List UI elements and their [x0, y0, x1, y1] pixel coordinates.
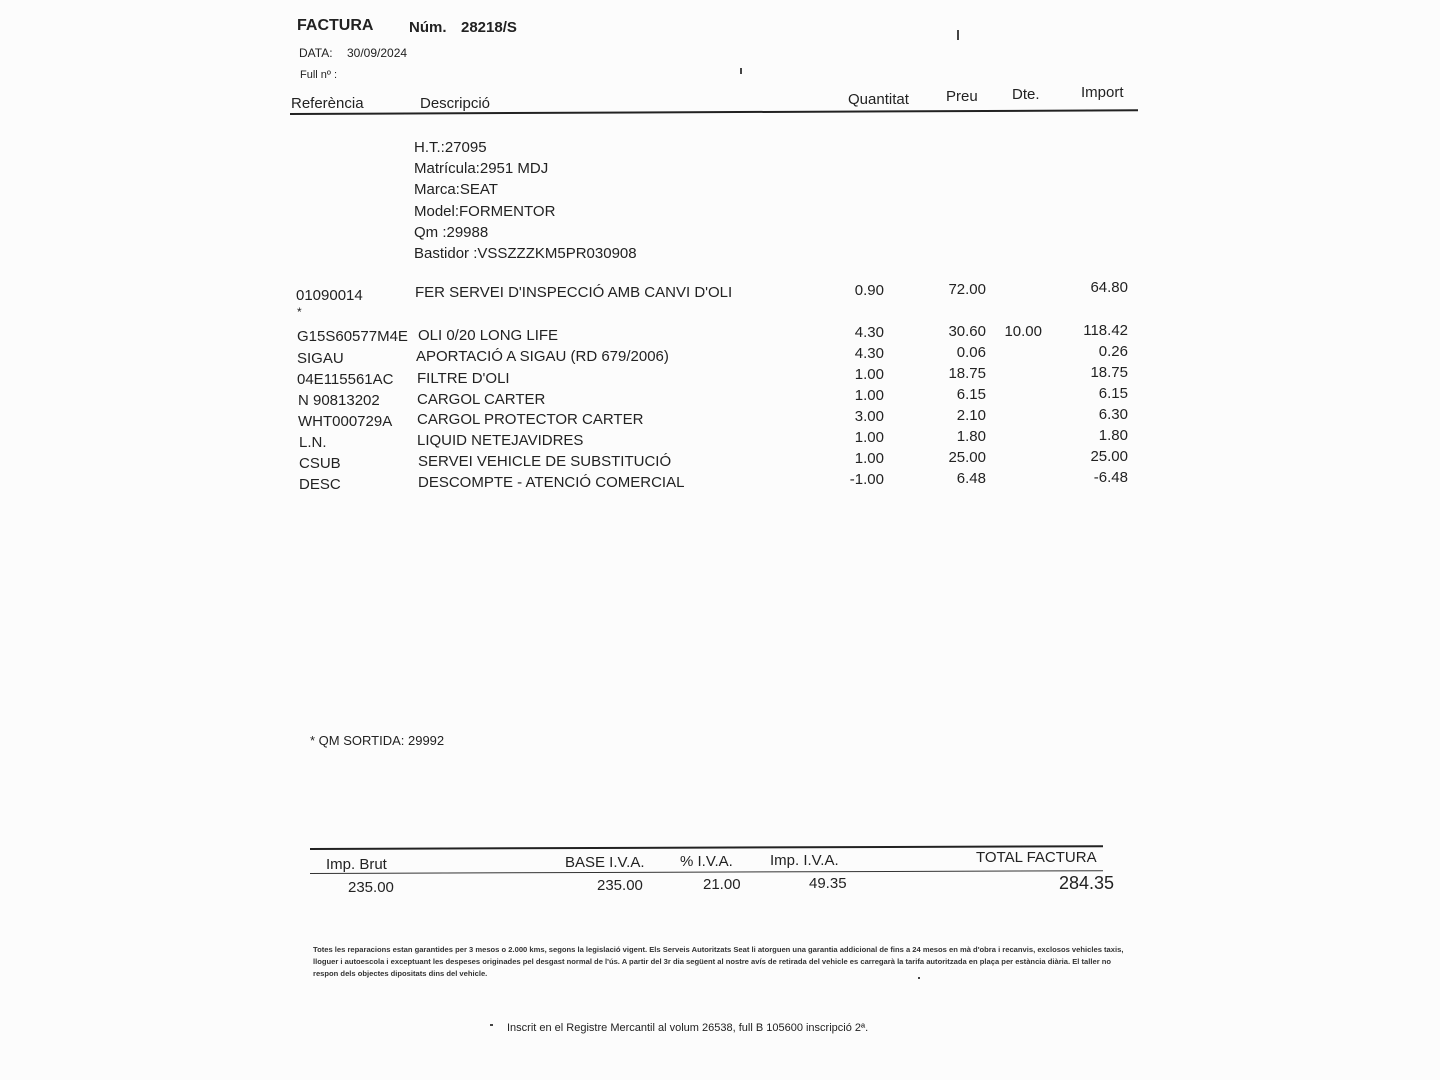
work-order-number: H.T.:27095	[414, 139, 487, 156]
item-reference: L.N.	[299, 434, 327, 451]
item-amount: 118.42	[1083, 322, 1128, 339]
item-amount: 0.26	[1098, 343, 1128, 360]
vehicle-chassis: Bastidor :VSSZZZKM5PR030908	[414, 245, 637, 263]
date-label: DATA:	[299, 46, 333, 60]
vehicle-model: Model:FORMENTOR	[414, 202, 556, 220]
header-divider	[290, 109, 1138, 115]
vehicle-info	[414, 137, 637, 264]
item-amount: 1.80	[1098, 427, 1128, 444]
item-price: 6.48	[956, 470, 986, 487]
item-reference: WHT000729A	[298, 413, 393, 430]
invoice-total: 284.35	[1059, 873, 1115, 893]
item-amount: 25.00	[1090, 448, 1128, 465]
vehicle-mileage: Qm :29988	[414, 223, 489, 241]
item-description: DESCOMPTE - ATENCIÓ COMERCIAL	[418, 474, 685, 491]
vat-base-label: BASE I.V.A.	[565, 854, 645, 871]
invoice-total-label: TOTAL FACTURA	[976, 849, 1097, 866]
vehicle-brand: Marca:SEAT	[414, 181, 498, 199]
item-price: 0.06	[956, 344, 986, 361]
item-reference: 01090014	[296, 287, 363, 304]
column-header-description: Descripció	[420, 95, 491, 112]
scan-speck	[490, 1024, 493, 1026]
item-description: CARGOL PROTECTOR CARTER	[417, 411, 644, 428]
invoice-date: 30/09/2024	[347, 46, 408, 60]
item-price: 18.75	[948, 365, 986, 382]
warranty-notice: Totes les reparacions estan garantides per 3 mesos o 2.000 kms, segons la legislació vigent. Els Serveis Autoritzats Seat li atorguen una garantia addicional de fins a 24 mesos en mà d'obra i recanvis, exclosos vehicles taxis, lloguer i autoescola i exceptuant les despeses originades pel desgast normal de l'ús. A partir del 3r dia següent al nostre avís de retirada del vehicle es carregarà la tarifa autoritzada en plaça per estància diària. El taller no respon dels objectes dipositats dins del vehicle.	[313, 945, 1124, 978]
gross-amount: 235.00	[348, 879, 394, 896]
vehicle-plate: Matrícula:2951 MDJ	[414, 160, 549, 178]
scan-speck	[740, 68, 742, 74]
item-reference: G15S60577M4E	[297, 328, 408, 345]
item-amount: -6.48	[1093, 469, 1128, 486]
item-quantity: 0.90	[854, 282, 884, 299]
item-price: 6.15	[956, 386, 986, 403]
item-price: 1.80	[956, 428, 986, 445]
item-quantity: 3.00	[854, 408, 884, 425]
item-quantity: 4.30	[854, 345, 884, 362]
item-quantity: 1.00	[854, 387, 884, 404]
item-price: 72.00	[948, 281, 986, 298]
item-reference: SIGAU	[297, 350, 344, 367]
item-amount: 18.75	[1090, 364, 1128, 381]
document-type: FACTURA	[297, 17, 374, 34]
vat-percent-label: % I.V.A.	[680, 853, 733, 870]
item-description: FER SERVEI D'INSPECCIÓ AMB CANVI D'OLI	[415, 284, 733, 301]
invoice-number: 28218/S	[461, 19, 517, 36]
item-reference: CSUB	[299, 455, 341, 472]
column-header-quantity: Quantitat	[848, 91, 909, 108]
gross-amount-label: Imp. Brut	[326, 856, 387, 873]
item-description: LIQUID NETEJAVIDRES	[417, 432, 584, 449]
item-description: CARGOL CARTER	[417, 391, 546, 408]
item-amount: 6.15	[1098, 385, 1128, 402]
sheet-number-label: Full nº :	[300, 69, 338, 81]
item-quantity: 4.30	[854, 324, 884, 341]
invoice-number-label: Núm.	[409, 19, 447, 36]
scan-speck	[957, 30, 959, 40]
item-description: FILTRE D'OLI	[417, 370, 510, 387]
vat-percent: 21.00	[703, 876, 741, 893]
scan-speck	[918, 977, 920, 979]
item-discount: 10.00	[1004, 323, 1042, 340]
item-description: OLI 0/20 LONG LIFE	[418, 327, 559, 344]
item-asterisk: *	[297, 305, 302, 319]
vat-amount-label: Imp. I.V.A.	[770, 852, 839, 869]
column-header-reference: Referència	[291, 95, 364, 112]
item-description: SERVEI VEHICLE DE SUBSTITUCIÓ	[418, 453, 672, 470]
item-reference: 04E115561AC	[297, 371, 394, 388]
column-header-price: Preu	[946, 88, 978, 105]
exit-mileage-note: * QM SORTIDA: 29992	[310, 733, 445, 748]
item-quantity: -1.00	[849, 471, 884, 488]
column-header-discount: Dte.	[1012, 86, 1040, 103]
item-price: 2.10	[956, 407, 986, 424]
item-quantity: 1.00	[854, 450, 884, 467]
column-header-amount: Import	[1081, 84, 1124, 101]
item-reference: N 90813202	[298, 392, 380, 409]
item-amount: 64.80	[1090, 279, 1128, 296]
vat-amount: 49.35	[809, 875, 847, 892]
item-reference: DESC	[299, 476, 341, 493]
item-price: 30.60	[948, 323, 986, 340]
item-quantity: 1.00	[854, 429, 884, 446]
item-description: APORTACIÓ A SIGAU (RD 679/2006)	[416, 348, 669, 365]
item-quantity: 1.00	[854, 366, 884, 383]
item-price: 25.00	[948, 449, 986, 466]
vat-base: 235.00	[597, 877, 643, 894]
item-amount: 6.30	[1098, 406, 1128, 423]
totals-mid-divider	[310, 870, 1103, 874]
registry-info: Inscrit en el Registre Mercantil al volum 26538, full B 105600 inscripció 2ª.	[507, 1022, 869, 1034]
